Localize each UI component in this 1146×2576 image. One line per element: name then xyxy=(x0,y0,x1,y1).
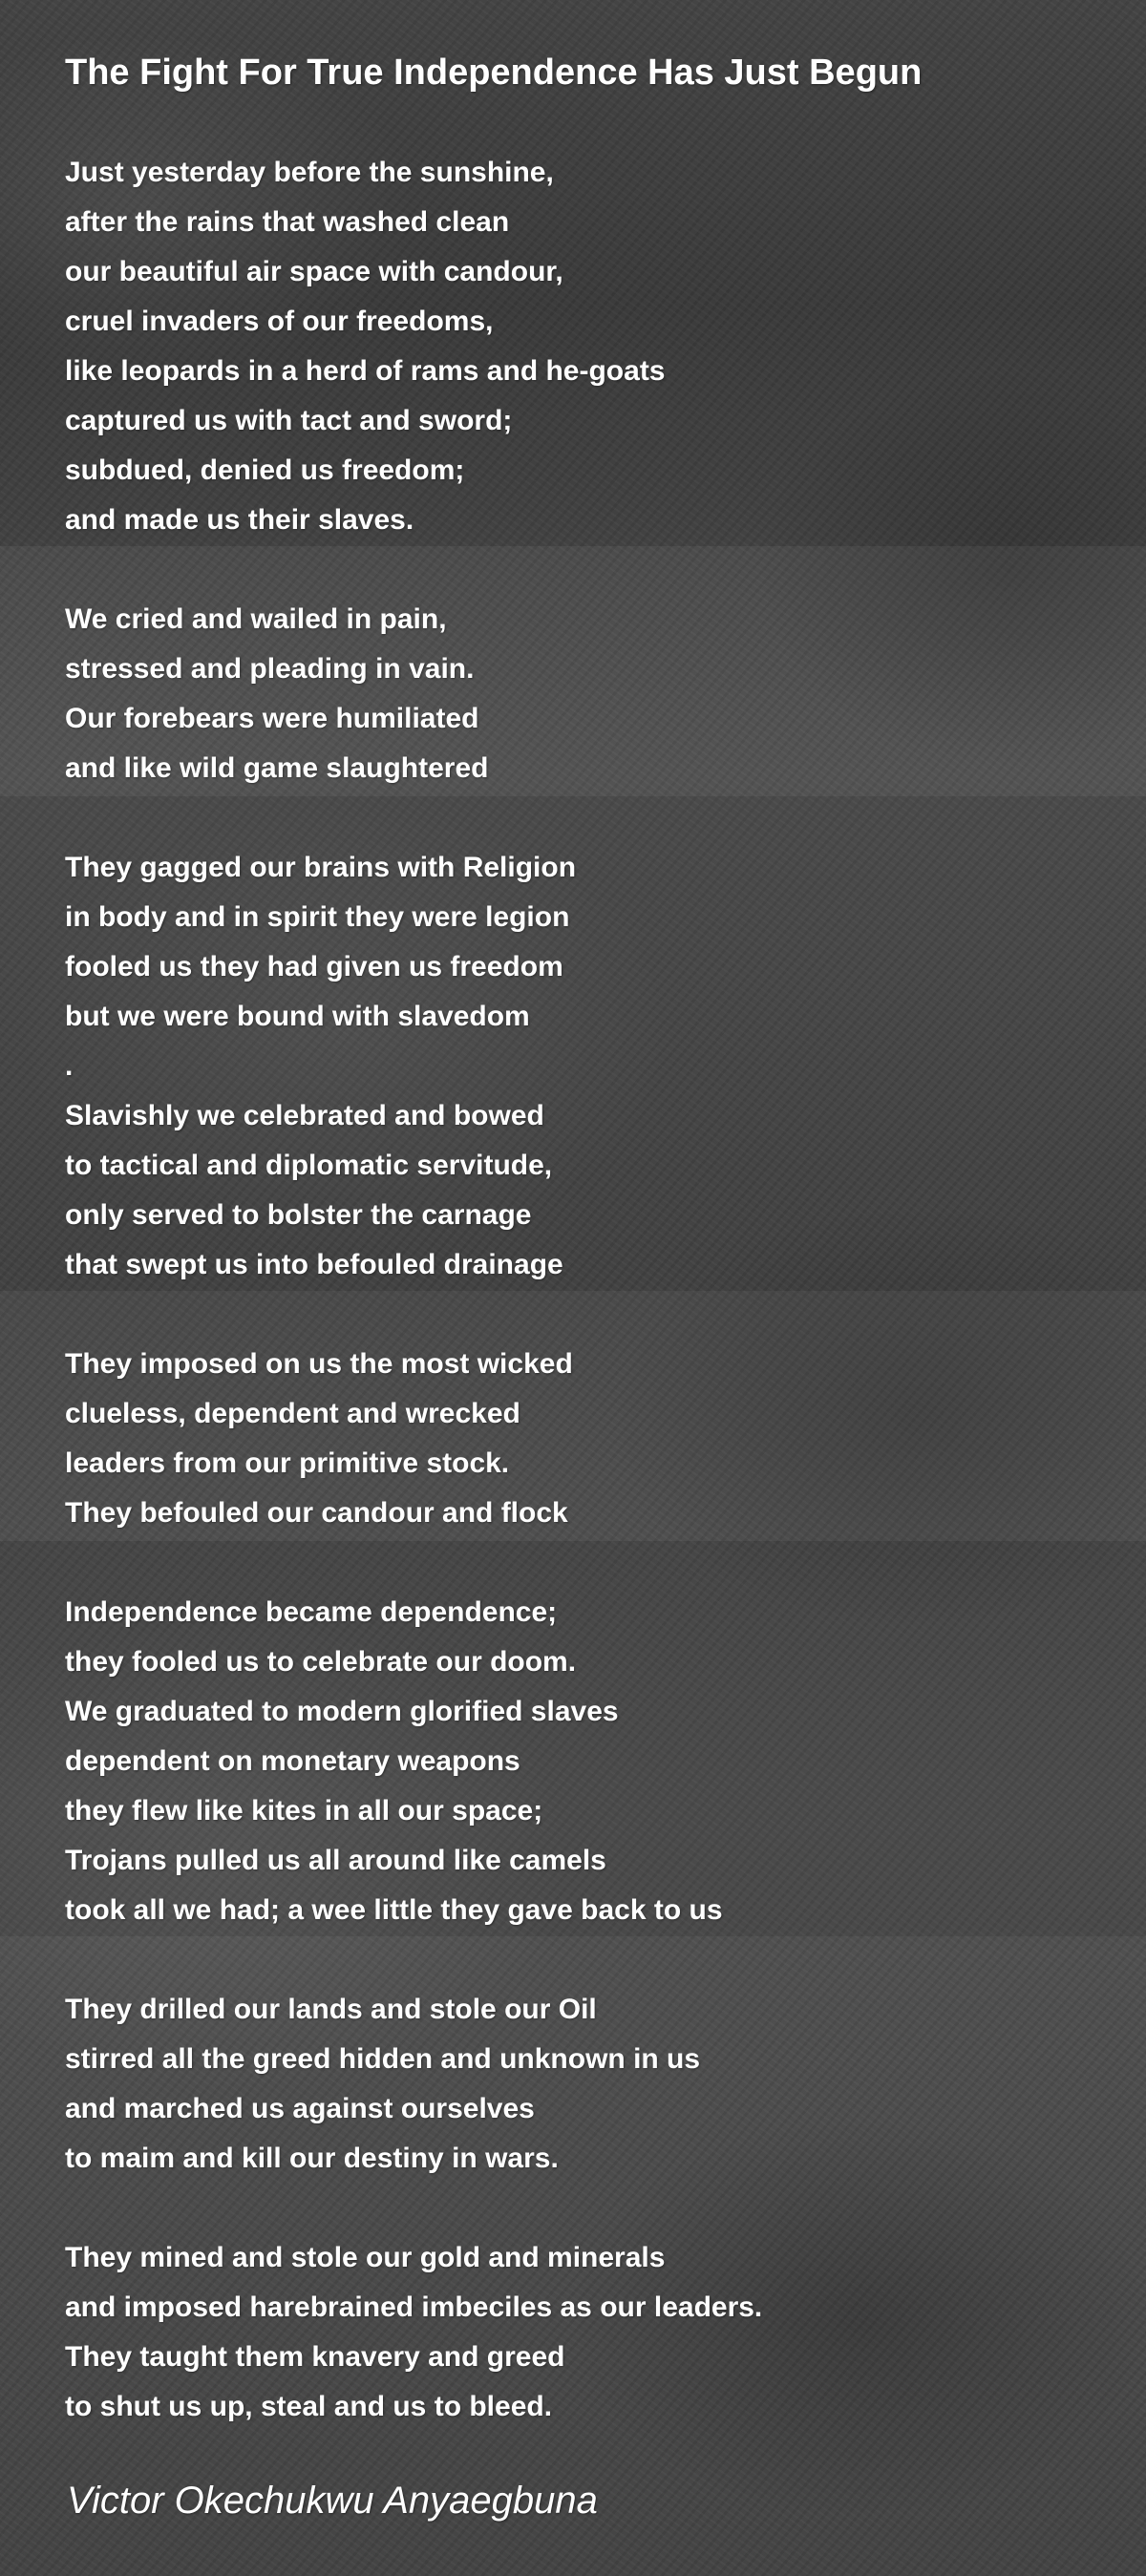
poem-line: Independence became dependence; xyxy=(65,1596,558,1628)
poem-author: Victor Okechukwu Anyaegbuna xyxy=(67,2480,598,2522)
poem-line: they flew like kites in all our space; xyxy=(65,1795,543,1826)
poem-line: to maim and kill our destiny in wars. xyxy=(65,2143,559,2174)
poem-stanza xyxy=(65,1340,1096,1538)
poem-stanza xyxy=(65,843,1096,1290)
poem-line: and made us their slaves. xyxy=(65,504,414,536)
poem-line: to shut us up, steal and us to bleed. xyxy=(65,2391,553,2422)
poem-line: like leopards in a herd of rams and he-goats xyxy=(65,355,666,387)
poem-line: subdued, denied us freedom; xyxy=(65,454,465,486)
poem-line: in body and in spirit they were legion xyxy=(65,901,570,933)
poem-line: Just yesterday before the sunshine, xyxy=(65,157,554,188)
poem-stanza xyxy=(65,1985,1096,2184)
poem-line: and like wild game slaughtered xyxy=(65,752,489,784)
poem-stanza xyxy=(65,2233,1096,2432)
poem-line: They befouled our candour and flock xyxy=(65,1497,568,1529)
poem-line: stressed and pleading in vain. xyxy=(65,653,475,685)
poem-line: We cried and wailed in pain, xyxy=(65,603,447,635)
poem-line: and marched us against ourselves xyxy=(65,2093,535,2124)
poem-line: only served to bolster the carnage xyxy=(65,1199,532,1231)
poem-line: We graduated to modern glorified slaves xyxy=(65,1696,619,1727)
poem-line: to tactical and diplomatic servitude, xyxy=(65,1150,553,1181)
poem-line: stirred all the greed hidden and unknown in us xyxy=(65,2043,701,2075)
poem-line: captured us with tact and sword; xyxy=(65,405,513,436)
poem-stanza xyxy=(65,1588,1096,1935)
poem-line: fooled us they had given us freedom xyxy=(65,951,563,982)
poem-line: They mined and stole our gold and minerals xyxy=(65,2242,666,2273)
poem-line: our beautiful air space with candour, xyxy=(65,256,563,287)
poem-line: They imposed on us the most wicked xyxy=(65,1348,573,1380)
poem-line: dependent on monetary weapons xyxy=(65,1745,520,1777)
poem-line: that swept us into befouled drainage xyxy=(65,1249,563,1280)
poem-stanza xyxy=(65,595,1096,793)
poem-line: They drilled our lands and stole our Oil xyxy=(65,1994,597,2025)
poem-line: They taught them knavery and greed xyxy=(65,2341,565,2373)
poem-line: They gagged our brains with Religion xyxy=(65,852,577,883)
poem-body xyxy=(65,148,1096,2432)
poem-line: leaders from our primitive stock. xyxy=(65,1447,510,1479)
poem-line: after the rains that washed clean xyxy=(65,206,510,238)
poem-line: . xyxy=(65,1050,74,1082)
poem-line: clueless, dependent and wrecked xyxy=(65,1398,520,1429)
poem-line: but we were bound with slavedom xyxy=(65,1001,530,1032)
poem-line: Slavishly we celebrated and bowed xyxy=(65,1100,544,1131)
poem-title: The Fight For True Independence Has Just Begun xyxy=(65,53,923,93)
poem-line: Trojans pulled us all around like camels xyxy=(65,1845,606,1876)
poem-stanza xyxy=(65,148,1096,545)
poem-line: cruel invaders of our freedoms, xyxy=(65,306,494,337)
poem-line: and imposed harebrained imbeciles as our leaders. xyxy=(65,2291,763,2323)
poem-line: Our forebears were humiliated xyxy=(65,703,479,734)
poem-line: took all we had; a wee little they gave back to us xyxy=(65,1894,723,1926)
poem-line: they fooled us to celebrate our doom. xyxy=(65,1646,577,1678)
